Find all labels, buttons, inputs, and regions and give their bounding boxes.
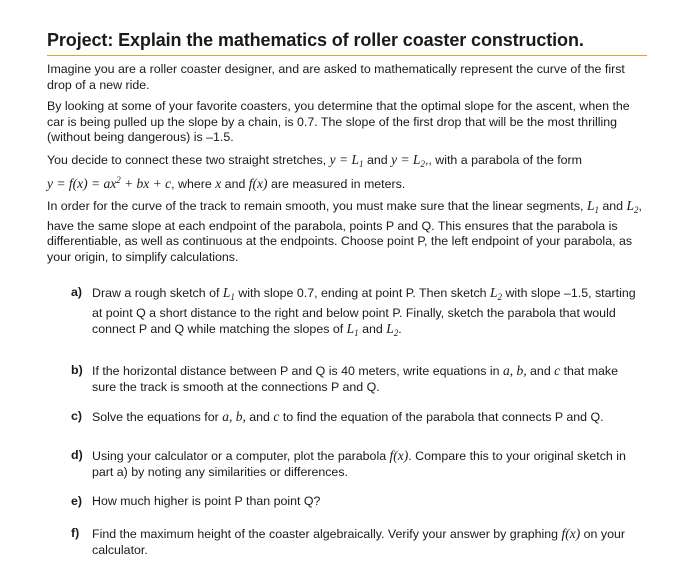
intro-p1-text: Imagine you are a roller coaster designer, and are asked to mathematically represent the curve of the first drop of a new ride. (47, 62, 625, 92)
qc-text-b: to find the equation of the parabola that connects P and Q. (279, 410, 604, 424)
intro-p3-text-d: are measured in meters. (267, 176, 406, 191)
qb-text-b: that make sure the track is smooth at the connections P and Q. (92, 364, 619, 394)
question-letter: e) (71, 494, 83, 508)
question-letter: f) (71, 526, 80, 540)
math-l1 (346, 321, 359, 339)
question-text: How much higher is point P than point Q? (92, 494, 321, 508)
intro-paragraph-3 (47, 152, 647, 192)
math-l1-text: L (586, 198, 595, 214)
qa-text-b: with slope 0.7, ending at point P. Then sketch (234, 286, 490, 300)
question-text (92, 526, 642, 558)
parabola-form-rest: + bx + c (120, 175, 172, 191)
question-text (92, 409, 642, 426)
math-y-eq-l2 (391, 152, 425, 167)
math-l2-text: L (489, 285, 498, 300)
qd-text-a: Using your calculator or a computer, plot the parabola (92, 449, 390, 463)
document (47, 30, 647, 272)
question-letter: d) (71, 448, 83, 462)
qa-text-a: Draw a rough sketch of (92, 286, 223, 300)
intro-paragraph-4 (47, 198, 647, 265)
math-l2-text: L (386, 321, 394, 337)
and-text: and (598, 199, 627, 214)
math-fx: f(x) (561, 526, 581, 541)
question-text (92, 448, 642, 480)
qf-text-b: on your calculator. (92, 527, 625, 557)
math-x: x (215, 175, 222, 191)
qa-text-c: with slope –1.5, starting at point Q a short distance to the right and below point P. Finally, sketch the parabola that would connect P and Q while matching the slopes of (92, 286, 636, 337)
intro-p3-text-b: , with a parabola of the form (428, 152, 582, 167)
subscript-2: 2 (497, 292, 502, 302)
question-letter: b) (71, 363, 83, 377)
question-text (92, 363, 642, 395)
math-l2-text: L (626, 198, 635, 214)
qc-text-a: Solve the equations for (92, 410, 223, 424)
math-abc: a, b, (222, 409, 246, 424)
intro-p2-text: By looking at some of your favorite coasters, you determine that the optimal slope for the ascent, when the car is being pulled up the slope by a chain, is 0.7. The slope of the first drop that will be the most thrilling (without being dangerous) is –1.5. (47, 99, 630, 145)
subscript-1: 1 (230, 292, 235, 302)
subscript-2: 2 (634, 205, 639, 216)
math-y-eq-l1-text: y = L (329, 151, 360, 167)
intro-p4-text-a: In order for the curve of the track to remain smooth, you must make sure that the linear segments, (47, 199, 587, 214)
and-text: and (363, 152, 392, 167)
intro-paragraph-1 (47, 62, 647, 93)
math-y-eq-l1 (330, 152, 364, 167)
math-fx: f(x) (389, 448, 409, 463)
math-l1 (586, 198, 599, 216)
math-l2 (386, 321, 399, 339)
math-c: c (554, 363, 561, 378)
subscript-2: 2 (393, 328, 399, 339)
math-c: c (273, 409, 280, 424)
math-l1-text: L (346, 321, 355, 337)
and-text: and (245, 410, 274, 424)
math-parabola-form (47, 176, 171, 191)
subscript-1: 1 (359, 158, 364, 169)
math-y-eq-l2-text: y = L (391, 151, 421, 167)
question-text (92, 285, 642, 342)
intro-p3-text-a: You decide to connect these two straight stretches, (47, 152, 330, 167)
and-text: and (526, 364, 555, 378)
parabola-form-text: y = f(x) = ax (47, 175, 117, 191)
subscript-2: 2 (420, 158, 425, 169)
qf-text-a: Find the maximum height of the coaster algebraically. Verify your answer by graphing (92, 527, 562, 541)
qb-text-a: If the horizontal distance between P and Q is 40 meters, write equations in (92, 364, 503, 378)
intro-paragraph-2 (47, 99, 647, 146)
math-l1-text: L (222, 285, 231, 300)
subscript-1: 1 (354, 328, 359, 339)
math-l1 (223, 285, 235, 300)
qd-text-b: . Compare this to your original sketch in part a) by noting any similarities or differences. (92, 449, 626, 479)
qa-text-d: and (358, 322, 387, 337)
question-letter: c) (71, 409, 83, 423)
math-fx: f(x) (248, 175, 268, 191)
intro-p3-text-c: , where (171, 176, 216, 191)
question-letter: a) (71, 285, 83, 299)
page-title: Project: Explain the mathematics of roller coaster construction. (47, 30, 647, 56)
and-text-2: and (221, 176, 249, 191)
intro-p4-text-b: , have the same slope at each endpoint of the parabola, points P and Q. This ensures that the parabola is differentiable, as well as continuous at the endpoints. Choose point P, the left endpoint of your parabola, as your origin, to simplify calculations. (47, 199, 642, 264)
math-l2 (490, 285, 502, 300)
comma: , (424, 152, 429, 167)
subscript-1: 1 (594, 205, 599, 216)
superscript-2: 2 (116, 174, 121, 185)
math-abc: a, b, (502, 363, 527, 378)
qa-text-e: . (398, 322, 402, 337)
math-l2 (626, 198, 639, 216)
